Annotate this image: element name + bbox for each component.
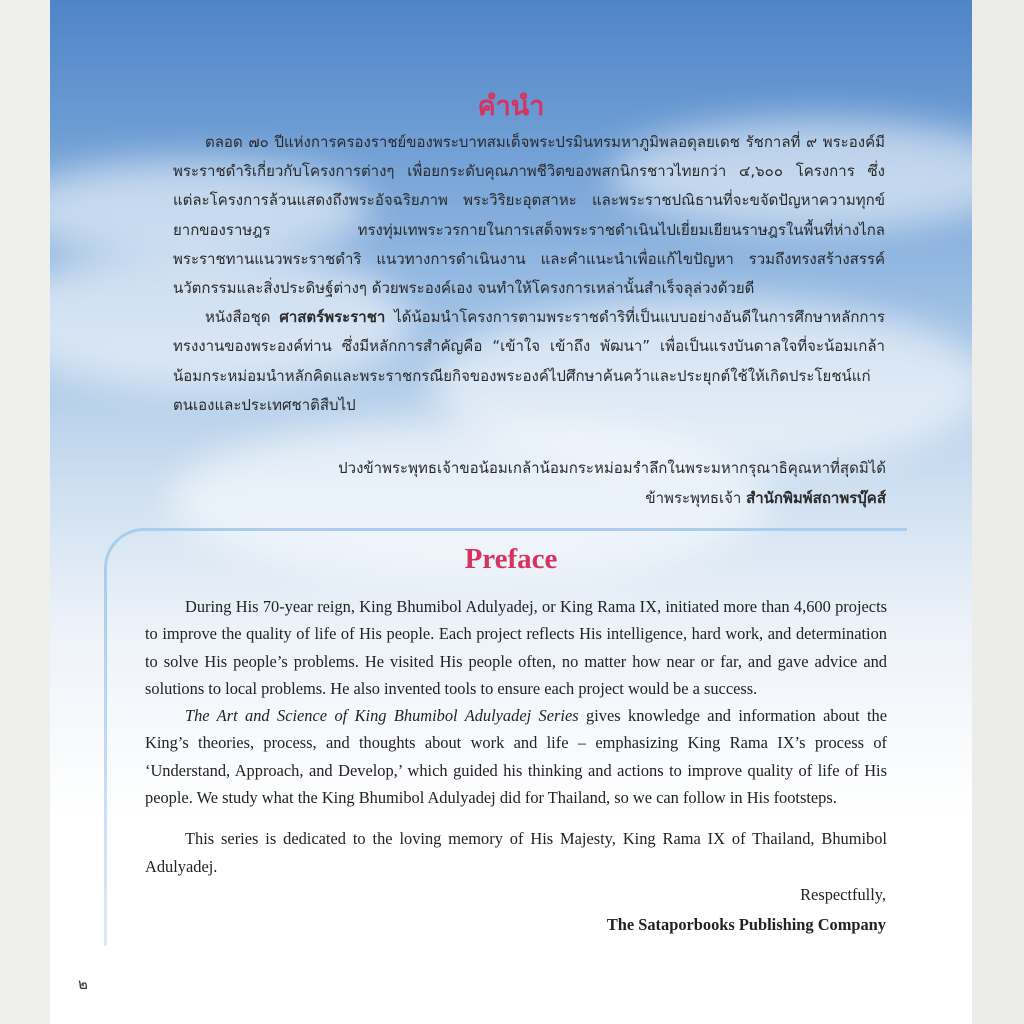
english-paragraph-2: [145, 702, 887, 811]
thai-paragraph-1: ตลอด ๗๐ ปีแห่งการครองราชย์ของพระบาทสมเด็จพระปรมินทรมหาภูมิพลอดุลยเดช รัชกาลที่ ๙ พระองค์มีพระราชดำริเกี่ยวกับโครงการต่างๆ เพื่อยกระดับคุณภาพชีวิตของพสกนิกรชาวไทยกว่า ๔,๖๐๐ โครงการ ซึ่งแต่ละโครงการล้วนแสดงถึงพระอัจฉริยภาพ พระวิริยะอุตสาหะ และพระราชปณิธานที่จะขจัดปัญหาความทุกข์ยากของราษฎร ทรงทุ่มเทพระวรกายในการเสด็จพระราชดำเนินไปเยี่ยมเยียนราษฎรในพื้นที่ห่างไกล พระราชทานแนวพระราชดำริ แนวทางการดำเนินงาน และคำแนะนำเพื่อแก้ไขปัญหา รวมถึงทรงสร้างสรรค์นวัตกรรมและสิ่งประดิษฐ์ต่างๆ ด้วยพระองค์เอง จนทำให้โครงการเหล่านั้นสำเร็จลุล่วงด้วยดี: [173, 133, 885, 298]
page-margin-left: [0, 0, 50, 1024]
section-divider-vertical: [104, 566, 107, 946]
english-closing-block: [607, 880, 886, 940]
english-body: [145, 593, 887, 880]
thai-signature-prefix: ข้าพระพุทธเจ้า: [645, 489, 747, 507]
thai-paragraph-2-start: หนังสือชุด: [205, 308, 280, 327]
thai-paragraph-2: [173, 303, 885, 420]
thai-signature: [338, 483, 886, 513]
english-closing: Respectfully,: [800, 885, 886, 904]
thai-title: คำนำ: [477, 91, 545, 122]
page-number: ๒: [78, 975, 88, 993]
english-paragraph-1: During His 70-year reign, King Bhumibol Adulyadej, or King Rama IX, initiated more than 4,600 projects to improve the quality of life of His people. Each project reflects His intelligence, hard work, and determination to solve His people’s problems. He visited His people often, no matter how near or far, and gave advice and solutions to local problems. He also invented tools to ensure each project would be a success.: [145, 597, 887, 698]
thai-closing-block: [338, 453, 886, 513]
english-paragraph-3: This series is dedicated to the loving memory of His Majesty, King Rama IX of Thailand, Bhumibol Adulyadej.: [145, 829, 887, 876]
thai-closing: ปวงข้าพระพุทธเจ้าขอน้อมเกล้าน้อมกระหม่อมรำลึกในพระมหากรุณาธิคุณหาที่สุดมิได้: [338, 459, 886, 477]
english-title: Preface: [464, 543, 558, 575]
page-margin-right: [972, 0, 1024, 1024]
english-series-name: The Art and Science of King Bhumibol Adulyadej Series: [185, 706, 579, 726]
english-paragraph-2-rest: gives knowledge and information about the King’s theories, process, and thoughts about work and life – emphasizing King Rama IX’s process of ‘Understand, Approach, and Develop,’ which guided his thinking and actions to improve quality of life of His people. We study what the King Bhumibol Adulyadej did for Thailand, so we can follow in His footsteps.: [145, 706, 887, 808]
english-signature: The Sataporbooks Publishing Company: [606, 915, 886, 934]
section-divider: [140, 528, 907, 531]
thai-paragraph-2-rest: ได้น้อมนำโครงการตามพระราชดำริที่เป็นแบบอย่างอันดีในการศึกษาหลักการทรงงานของพระองค์ท่าน ซึ่งมีหลักการสำคัญคือ “เข้าใจ เข้าถึง พัฒนา” เพื่อเป็นแรงบันดาลใจที่จะน้อมเกล้าน้อมกระหม่อมนำหลักคิดและพระราชกรณียกิจของพระองค์ไปศึกษาค้นคว้าและประยุกต์ใช้ให้เกิดประโยชน์แก่ตนเองและประเทศชาติสืบไป: [173, 308, 885, 414]
thai-body: [173, 128, 885, 420]
thai-series-name: ศาสตร์พระราชา: [279, 308, 386, 327]
thai-publisher-name: สำนักพิมพ์สถาพรบุ๊คส์: [746, 489, 886, 507]
